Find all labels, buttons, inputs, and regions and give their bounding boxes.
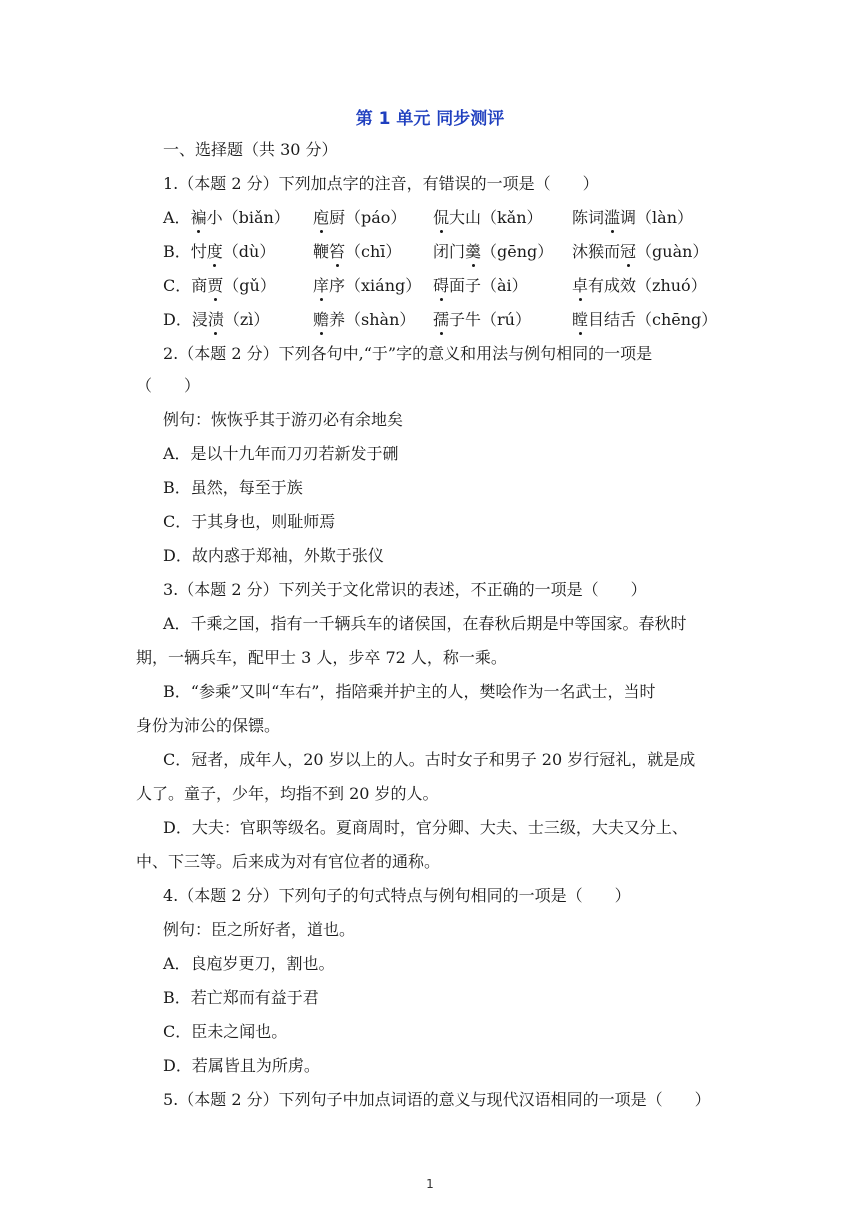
question-3-stem: 3.（本题 2 分）下列关于文化常识的表述，不正确的一项是（ ） xyxy=(163,580,647,599)
word-part: 调（làn） xyxy=(620,208,693,227)
word-part: 大山（kǎn） xyxy=(449,208,543,227)
question-3-line: A．千乘之国，指有一千辆兵车的诸侯国，在春秋后期是中等国家。春秋时 xyxy=(163,614,687,633)
emphasized-character: 笞 xyxy=(329,242,346,261)
word-part: （dù） xyxy=(222,242,276,261)
word-part: 厨（páo） xyxy=(329,208,407,227)
question-4-stem: 4.（本题 2 分）下列句子的句式特点与例句相同的一项是（ ） xyxy=(163,886,631,905)
word-part: 序（xiáng） xyxy=(329,276,422,295)
option-letter: B． xyxy=(163,242,191,261)
emphasized-character: 渍 xyxy=(207,310,224,329)
emphasized-character: 赡 xyxy=(313,310,330,329)
section-heading: 一、选择题（共 30 分） xyxy=(163,140,338,159)
question-3-line: 身份为沛公的保镖。 xyxy=(136,716,281,735)
pinyin-item xyxy=(433,276,528,296)
page-title: 第 1 单元 同步测评 xyxy=(355,109,505,129)
pinyin-item xyxy=(572,310,717,330)
question-3-line: C．冠者，成年人，20 岁以上的人。古时女子和男子 20 岁行冠礼，就是成 xyxy=(163,750,696,769)
word-part: （guàn） xyxy=(636,242,709,261)
pinyin-item xyxy=(313,310,415,330)
pinyin-item xyxy=(163,310,269,330)
pinyin-item xyxy=(433,208,543,228)
option-letter: D． xyxy=(163,310,192,329)
question-2-option-b: B．虽然，每至于族 xyxy=(163,478,303,497)
question-3-line: 中、下三等。后来成为对有官位者的通称。 xyxy=(136,852,441,871)
word-part: （zì） xyxy=(223,310,270,329)
emphasized-character: 贾 xyxy=(207,276,224,295)
pinyin-item xyxy=(433,310,531,330)
question-4-option-a: A．良庖岁更刀，割也。 xyxy=(163,954,335,973)
word-part: 闭门 xyxy=(433,242,466,261)
pinyin-item xyxy=(572,208,693,228)
emphasized-character: 侃 xyxy=(433,208,450,227)
emphasized-character: 碍 xyxy=(433,276,450,295)
question-3-line: D．大夫：官职等级名。夏商周时，官分卿、大夫、士三级，大夫又分上、 xyxy=(163,818,688,837)
question-2-option-d: D．故内惑于郑袖，外欺于张仪 xyxy=(163,546,384,565)
question-2-option-a: A．是以十九年而刀刃若新发于硎 xyxy=(163,444,399,463)
question-4-example: 例句：臣之所好者，道也。 xyxy=(163,920,356,939)
pinyin-item xyxy=(572,276,707,296)
emphasized-character: 冠 xyxy=(620,242,637,261)
page-number: 1 xyxy=(426,1177,434,1191)
word-part: （gǔ） xyxy=(223,276,276,295)
pinyin-item xyxy=(163,208,290,228)
pinyin-item xyxy=(163,242,275,262)
question-4-option-c: C．臣未之闻也。 xyxy=(163,1022,288,1041)
pinyin-item xyxy=(572,242,708,262)
question-3-line: 期，一辆兵车，配甲士 3 人，步卒 72 人，称一乘。 xyxy=(136,648,507,667)
pinyin-item xyxy=(313,242,401,262)
option-letter: A． xyxy=(163,208,191,227)
emphasized-character: 度 xyxy=(206,242,223,261)
emphasized-character: 庖 xyxy=(313,208,330,227)
question-4-option-b: B．若亡郑而有益于君 xyxy=(163,988,319,1007)
pinyin-item xyxy=(163,276,276,296)
word-part: （gēng） xyxy=(481,242,554,261)
word-part: 忖 xyxy=(190,242,207,261)
word-part: 面子（ài） xyxy=(449,276,528,295)
emphasized-character: 褊 xyxy=(190,208,207,227)
word-part: （chī） xyxy=(345,242,402,261)
word-part: 陈词 xyxy=(572,208,605,227)
question-2-stem-tail: （ ） xyxy=(136,376,201,395)
question-2-stem: 2.（本题 2 分）下列各句中,“于”字的意义和用法与例句相同的一项是 xyxy=(163,344,653,363)
question-2-example: 例句：恢恢乎其于游刃必有余地矣 xyxy=(163,410,404,429)
pinyin-item xyxy=(313,208,406,228)
question-5-stem: 5.（本题 2 分）下列句子中加点词语的意义与现代汉语相同的一项是（ ） xyxy=(163,1090,711,1109)
question-2-option-c: C．于其身也，则耻师焉 xyxy=(163,512,336,531)
word-part: 目结舌（chēng） xyxy=(588,310,718,329)
option-letter: C． xyxy=(163,276,192,295)
emphasized-character: 孺 xyxy=(433,310,450,329)
question-4-option-d: D．若属皆且为所虏。 xyxy=(163,1056,320,1075)
emphasized-character: 羹 xyxy=(465,242,482,261)
emphasized-character: 滥 xyxy=(604,208,621,227)
word-part: 有成效（zhuó） xyxy=(588,276,707,295)
word-part: 商 xyxy=(191,276,208,295)
emphasized-character: 瞠 xyxy=(572,310,589,329)
word-part: 浸 xyxy=(191,310,208,329)
word-part: 小（biǎn） xyxy=(206,208,290,227)
word-part: 鞭 xyxy=(313,242,330,261)
emphasized-character: 卓 xyxy=(572,276,589,295)
pinyin-item xyxy=(433,242,553,262)
word-part: 养（shàn） xyxy=(329,310,416,329)
question-3-line: 人了。童子，少年，均指不到 20 岁的人。 xyxy=(136,784,439,803)
question-1-stem: 1.（本题 2 分）下列加点字的注音，有错误的一项是（ ） xyxy=(163,174,599,193)
question-3-line: B．“参乘”又叫“车右”，指陪乘并护主的人，樊哙作为一名武士，当时 xyxy=(163,682,656,701)
pinyin-item xyxy=(313,276,421,296)
word-part: 子牛（rú） xyxy=(449,310,531,329)
emphasized-character: 庠 xyxy=(313,276,330,295)
word-part: 沐猴而 xyxy=(572,242,621,261)
